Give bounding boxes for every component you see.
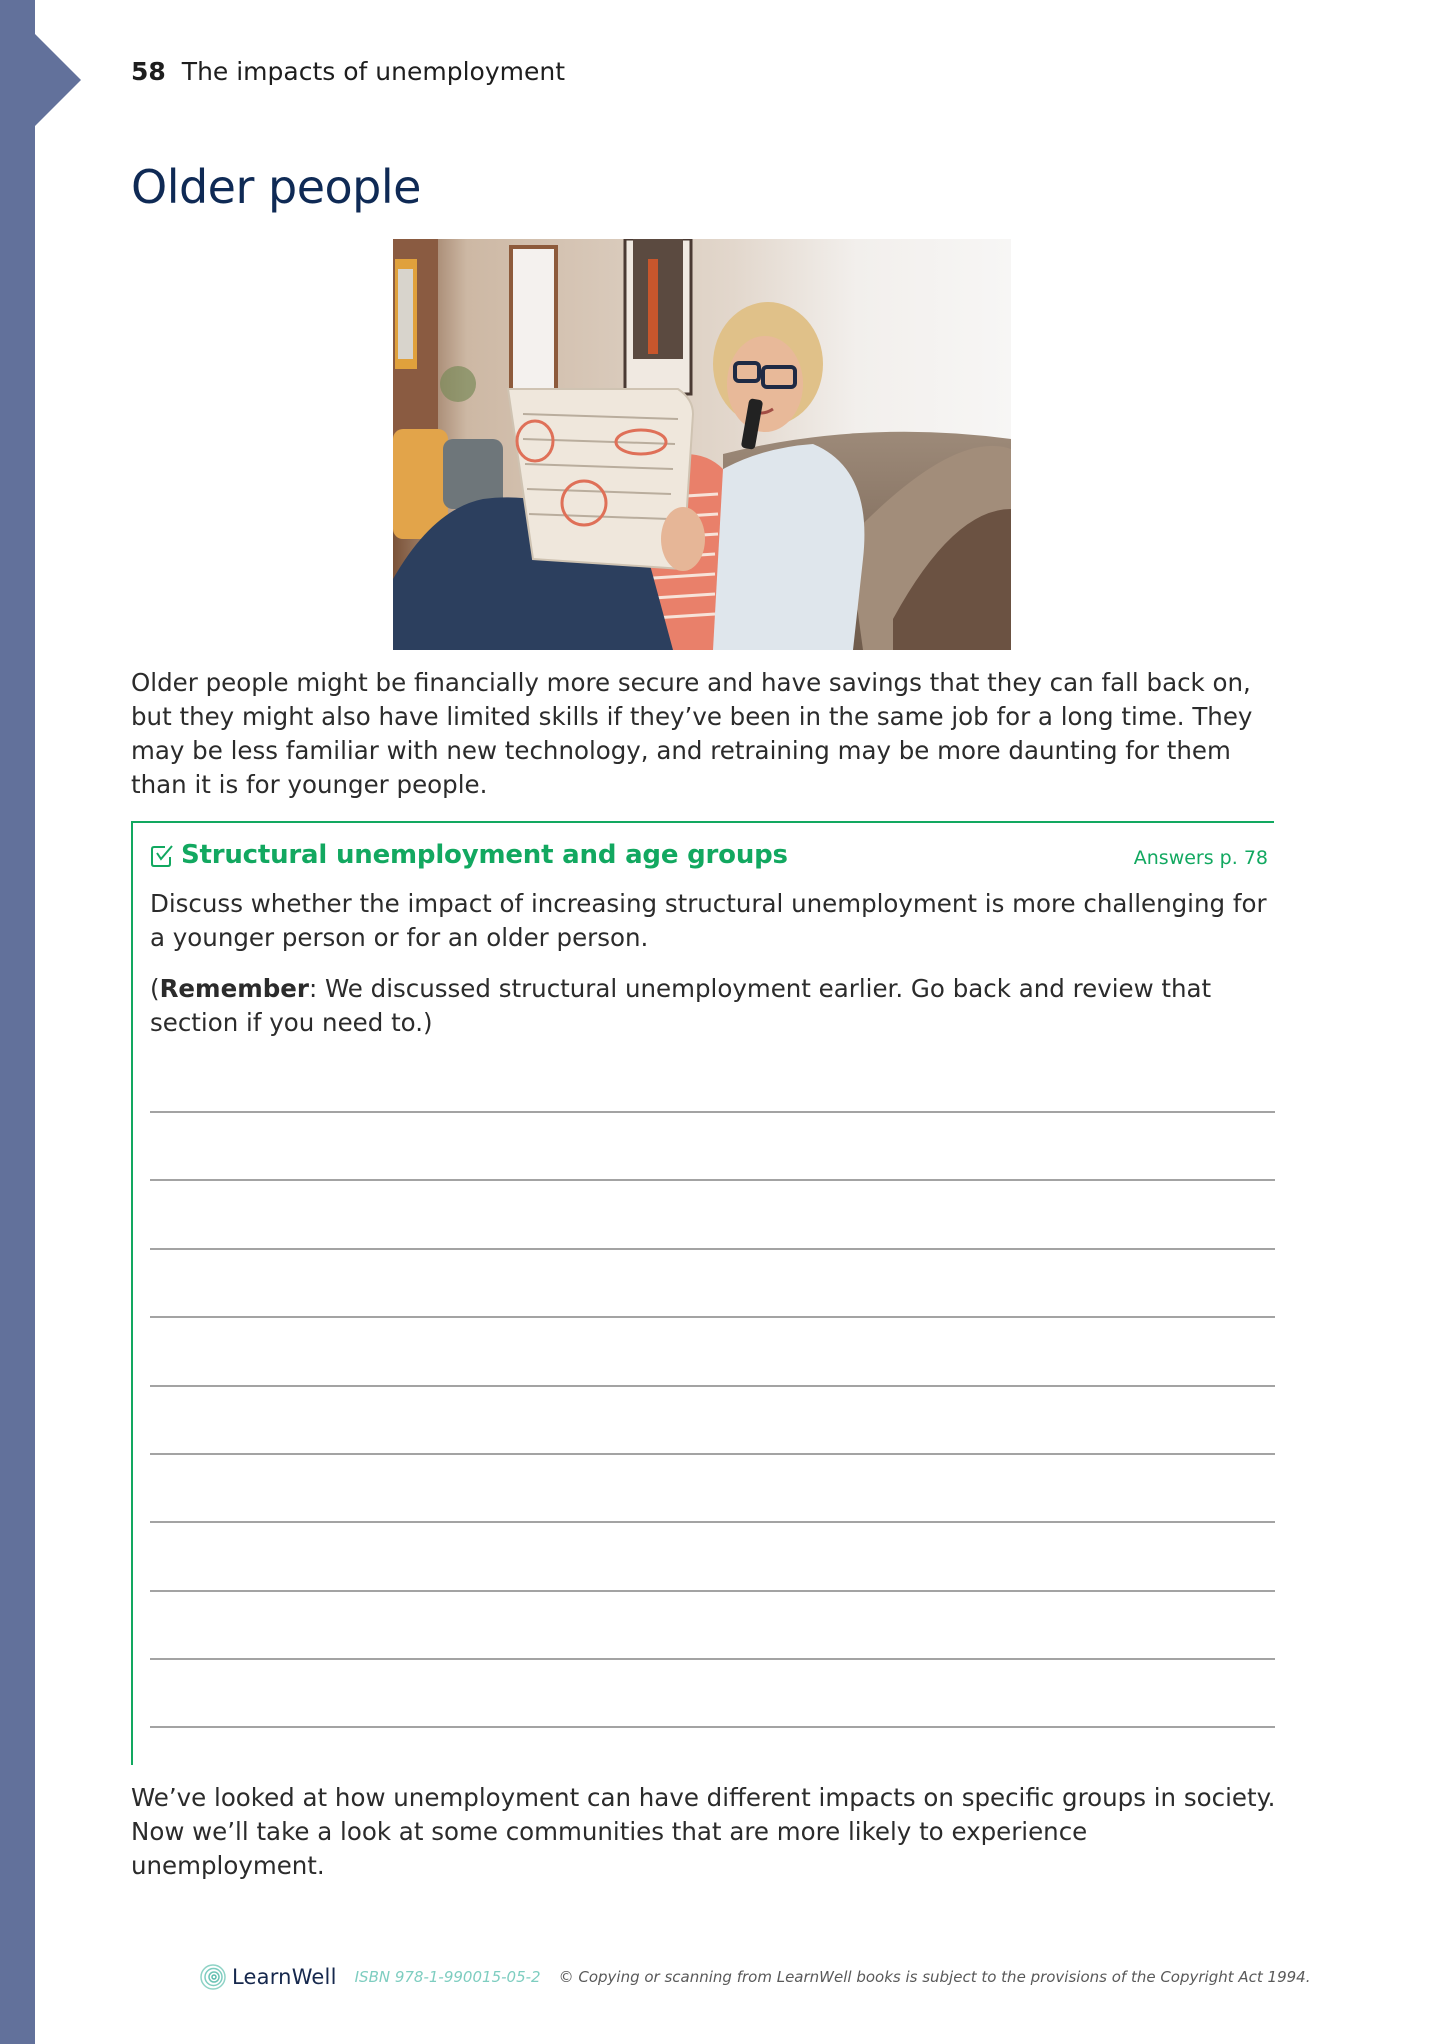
answer-line[interactable] (150, 1590, 1275, 1592)
activity-box (131, 821, 1274, 1765)
isbn: ISBN 978-1-990015-05-2 (354, 1968, 541, 1986)
reminder-text: : We discussed structural unemployment earlier. Go back and review that section if you need to.) (150, 974, 1212, 1037)
learnwell-logo (199, 1963, 337, 1991)
intro-paragraph: Older people might be financially more secure and have savings that they can fall back on, but they might also have limited skills if they’ve been in the same job for a long time. They may be less familiar with new technology, and retraining may be more daunting for them than it is for younger people. (131, 668, 1253, 799)
activity-header (150, 835, 1268, 875)
answer-line[interactable] (150, 1179, 1275, 1181)
page-number: 58 (131, 57, 166, 86)
answer-line[interactable] (150, 1248, 1275, 1250)
woman-on-phone-photo (393, 239, 1011, 650)
reminder-label: Remember (159, 974, 309, 1003)
answer-line[interactable] (150, 1726, 1275, 1728)
spiral-logo-icon (199, 1963, 227, 1991)
answer-line[interactable] (150, 1521, 1275, 1523)
answer-line[interactable] (150, 1316, 1275, 1318)
section-title: Older people (131, 160, 421, 214)
activity-question: Discuss whether the impact of increasing structural unemployment is more challenging for a younger person or for an older person. (150, 889, 1267, 952)
activity-title: Structural unemployment and age groups (181, 840, 788, 870)
answer-line[interactable] (150, 1658, 1275, 1660)
closing-paragraph: We’ve looked at how unemployment can have different impacts on specific groups in society. Now we’ll take a look at some communities that are more likely to experience unemployment. (131, 1783, 1276, 1880)
answers-reference: Answers p. 78 (1133, 847, 1268, 869)
answer-line[interactable] (150, 1385, 1275, 1387)
reminder-open-paren: ( (150, 974, 160, 1003)
chapter-title: The impacts of unemployment (181, 57, 565, 86)
activity-reminder (150, 972, 1270, 1040)
answer-line[interactable] (150, 1453, 1275, 1455)
brand-name: LearnWell (232, 1965, 337, 1989)
page-footer (199, 1962, 1311, 1992)
checkbox-tick-icon (150, 844, 174, 868)
copyright-notice: © Copying or scanning from LearnWell books is subject to the provisions of the Copyright Act 1994. (558, 1968, 1311, 1986)
page-tab-arrow (35, 34, 81, 126)
answer-line[interactable] (150, 1111, 1275, 1113)
running-head (131, 56, 565, 88)
page-edge-bar (0, 0, 35, 2044)
